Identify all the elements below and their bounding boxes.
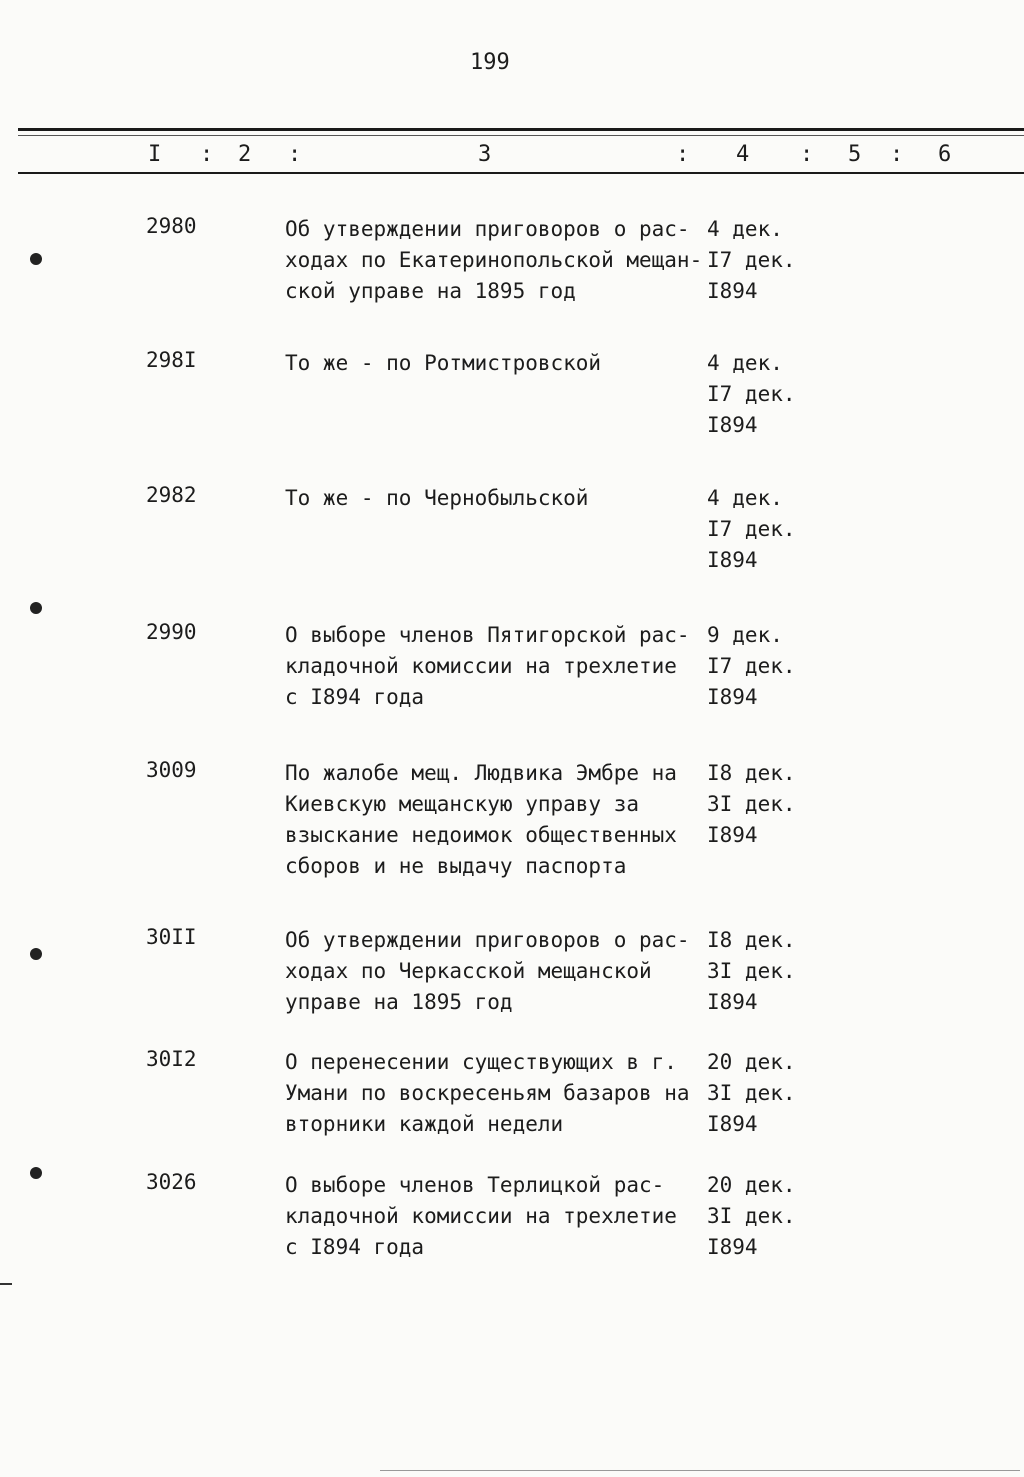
column-separator: : xyxy=(288,142,302,167)
description-line: Об утверждении приговоров о рас- xyxy=(285,928,690,952)
date-line: 20 дек. xyxy=(707,1050,796,1074)
column-header-5: 5 xyxy=(848,142,862,167)
entry-number: 2980 xyxy=(146,214,197,238)
column-separator: : xyxy=(200,142,214,167)
date-line: I894 xyxy=(707,1235,758,1259)
date-line: 20 дек. xyxy=(707,1173,796,1197)
header-rule-top-thin xyxy=(18,135,1024,136)
date-line: 4 дек. xyxy=(707,217,783,241)
description-line: О выборе членов Пятигорской рас- xyxy=(285,623,690,647)
entry-number: 30II xyxy=(146,925,197,949)
date-line: I7 дек. xyxy=(707,382,796,406)
scan-mark xyxy=(0,1283,12,1285)
entry-description xyxy=(285,620,705,713)
entry-dates xyxy=(707,1047,796,1140)
header-rule-bottom xyxy=(18,172,1024,174)
entry-description xyxy=(285,214,705,307)
date-line: 9 дек. xyxy=(707,623,783,647)
entry-dates xyxy=(707,214,796,307)
entry-number: 2990 xyxy=(146,620,197,644)
date-line: 4 дек. xyxy=(707,486,783,510)
entry-number: 30I2 xyxy=(146,1047,197,1071)
entry-dates xyxy=(707,758,796,851)
entry-description xyxy=(285,1170,705,1263)
date-line: I7 дек. xyxy=(707,517,796,541)
entry-number: 298I xyxy=(146,348,197,372)
description-line: кладочной комиссии на трехлетие xyxy=(285,654,677,678)
entry-dates xyxy=(707,925,796,1018)
description-line: Умани по воскресеньям базаров на xyxy=(285,1081,690,1105)
description-line: с I894 года xyxy=(285,1235,425,1259)
description-line: управе на 1895 год xyxy=(285,990,513,1014)
column-header-2: 2 xyxy=(238,142,252,167)
date-line: 3I дек. xyxy=(707,1204,796,1228)
date-line: I894 xyxy=(707,823,758,847)
description-line: ходах по Екатеринопольской мещан- xyxy=(285,248,703,272)
description-line: То же - по Ротмистровской xyxy=(285,351,602,375)
column-separator: : xyxy=(890,142,904,167)
description-line: ходах по Черкасской мещанской xyxy=(285,959,652,983)
column-header-4: 4 xyxy=(736,142,750,167)
description-line: О выборе членов Терлицкой рас- xyxy=(285,1173,665,1197)
column-header-1: I xyxy=(148,142,162,167)
description-line: Киевскую мещанскую управу за xyxy=(285,792,640,816)
description-line: с I894 года xyxy=(285,685,425,709)
description-line: О перенесении существующих в г. xyxy=(285,1050,677,1074)
entry-dates xyxy=(707,348,796,441)
date-line: I894 xyxy=(707,1112,758,1136)
page-number: 199 xyxy=(470,50,510,75)
binder-hole xyxy=(30,948,42,960)
date-line: I894 xyxy=(707,685,758,709)
date-line: I7 дек. xyxy=(707,654,796,678)
entry-dates xyxy=(707,1170,796,1263)
description-line: вторники каждой недели xyxy=(285,1112,564,1136)
description-line: Об утверждении приговоров о рас- xyxy=(285,217,690,241)
binder-hole xyxy=(30,253,42,265)
column-separator: : xyxy=(676,142,690,167)
entry-number: 2982 xyxy=(146,483,197,507)
date-line: 3I дек. xyxy=(707,959,796,983)
description-line: ской управе на 1895 год xyxy=(285,279,576,303)
date-line: I8 дек. xyxy=(707,761,796,785)
description-line: сборов и не выдачу паспорта xyxy=(285,854,627,878)
date-line: I894 xyxy=(707,279,758,303)
binder-hole xyxy=(30,1167,42,1179)
entry-dates xyxy=(707,483,796,576)
entry-description xyxy=(285,1047,705,1140)
entry-description xyxy=(285,348,705,379)
entry-number: 3026 xyxy=(146,1170,197,1194)
header-rule-top xyxy=(18,128,1024,131)
date-line: I894 xyxy=(707,413,758,437)
date-line: 3I дек. xyxy=(707,792,796,816)
date-line: I894 xyxy=(707,990,758,1014)
date-line: I894 xyxy=(707,548,758,572)
column-header-6: 6 xyxy=(938,142,952,167)
entry-description xyxy=(285,483,705,514)
date-line: 4 дек. xyxy=(707,351,783,375)
column-header-3: 3 xyxy=(478,142,492,167)
binder-hole xyxy=(30,602,42,614)
description-line: По жалобе мещ. Людвика Эмбре на xyxy=(285,761,677,785)
footer-rule xyxy=(380,1470,1020,1471)
entry-description xyxy=(285,758,705,882)
date-line: I7 дек. xyxy=(707,248,796,272)
date-line: 3I дек. xyxy=(707,1081,796,1105)
description-line: взыскание недоимок общественных xyxy=(285,823,677,847)
column-separator: : xyxy=(800,142,814,167)
description-line: То же - по Чернобыльской xyxy=(285,486,589,510)
entry-number: 3009 xyxy=(146,758,197,782)
date-line: I8 дек. xyxy=(707,928,796,952)
entry-dates xyxy=(707,620,796,713)
entry-description xyxy=(285,925,705,1018)
description-line: кладочной комиссии на трехлетие xyxy=(285,1204,677,1228)
